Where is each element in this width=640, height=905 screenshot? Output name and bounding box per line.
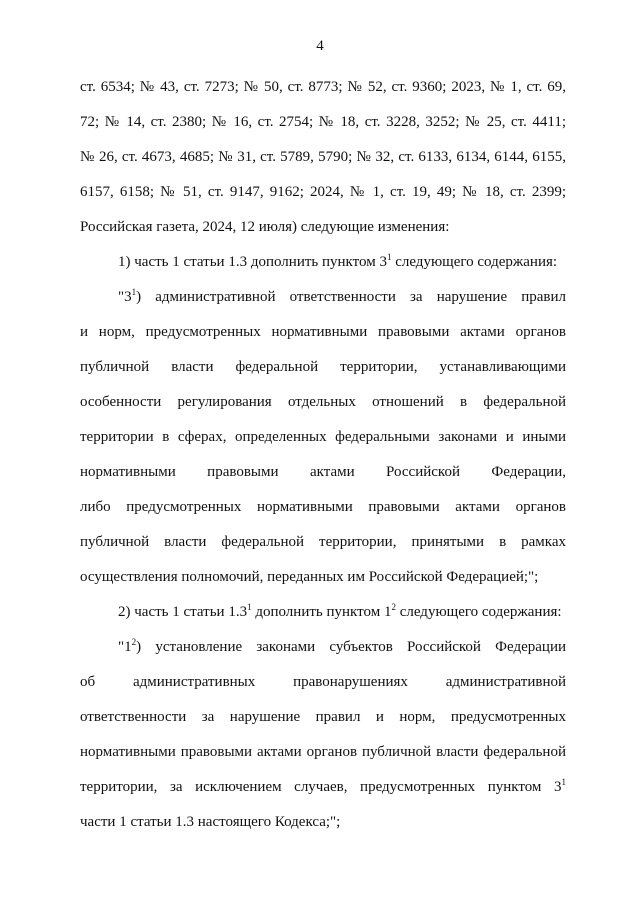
text-fragment: ) административной ответственности за нарушение правил — [136, 289, 566, 305]
text-line: публичной власти федеральной территории, устанавливающими — [80, 359, 566, 375]
text-line: части 1 статьи 1.3 настоящего Кодекса;"; — [80, 814, 341, 830]
text-fragment: 2) часть 1 статьи 1.3 — [118, 604, 248, 620]
quote-2-first-line — [118, 638, 566, 656]
text-line: ст. 6534; № 43, ст. 7273; № 50, ст. 8773; № 52, ст. 9360; 2023, № 1, ст. 69, — [80, 79, 566, 95]
text-line: № 26, ст. 4673, 4685; № 31, ст. 5789, 5790; № 32, ст. 6133, 6134, 6144, 6155, — [80, 149, 566, 165]
text-fragment: следующего содержания: — [391, 254, 558, 270]
text-line: ответственности за нарушение правил и норм, предусмотренных — [80, 709, 566, 725]
superscript: 1 — [131, 287, 137, 297]
text-fragment: "1 — [118, 639, 132, 655]
text-line: особенности регулирования отдельных отношений в федеральной — [80, 394, 566, 410]
page-number: 4 — [316, 38, 324, 54]
superscript: 1 — [386, 252, 392, 262]
superscript: 2 — [131, 637, 137, 647]
quote-1-first-line — [118, 288, 566, 306]
amendment-item-2 — [118, 603, 566, 621]
text-line: 6157, 6158; № 51, ст. 9147, 9162; 2024, № 1, ст. 19, 49; № 18, ст. 2399; — [80, 184, 566, 200]
text-fragment: дополнить пунктом 1 — [251, 604, 392, 620]
superscript: 1 — [561, 777, 566, 787]
text-fragment: территории, за исключением случаев, предусмотренных пунктом 3 — [80, 779, 562, 795]
text-line: и норм, предусмотренных нормативными правовыми актами органов — [80, 324, 566, 340]
text-line — [80, 778, 566, 796]
amendment-item-1 — [118, 253, 566, 271]
text-line: 72; № 14, ст. 2380; № 16, ст. 2754; № 18, ст. 3228, 3252; № 25, ст. 4411; — [80, 114, 566, 130]
text-line: осуществления полномочий, переданных им Российской Федерацией;"; — [80, 569, 539, 585]
text-line: нормативными правовыми актами органов публичной власти федеральной — [80, 744, 566, 760]
text-line: Российская газета, 2024, 12 июля) следующие изменения: — [80, 219, 450, 235]
text-line: территории в сферах, определенных федеральными законами и иными — [80, 429, 566, 445]
text-line: нормативными правовыми актами Российской Федерации, — [80, 464, 566, 480]
text-fragment: 1) часть 1 статьи 1.3 дополнить пунктом 3 — [118, 254, 387, 270]
text-line: об административных правонарушениях административной — [80, 674, 566, 690]
superscript: 1 — [247, 602, 252, 612]
text-fragment: следующего содержания: — [395, 604, 562, 620]
text-fragment: ) установление законами субъектов Российской Федерации — [136, 639, 566, 655]
text-fragment: "3 — [118, 289, 132, 305]
superscript: 2 — [391, 602, 396, 612]
text-line: публичной власти федеральной территории, принятыми в рамках — [80, 534, 566, 550]
text-line: либо предусмотренных нормативными правовыми актами органов — [80, 499, 566, 515]
